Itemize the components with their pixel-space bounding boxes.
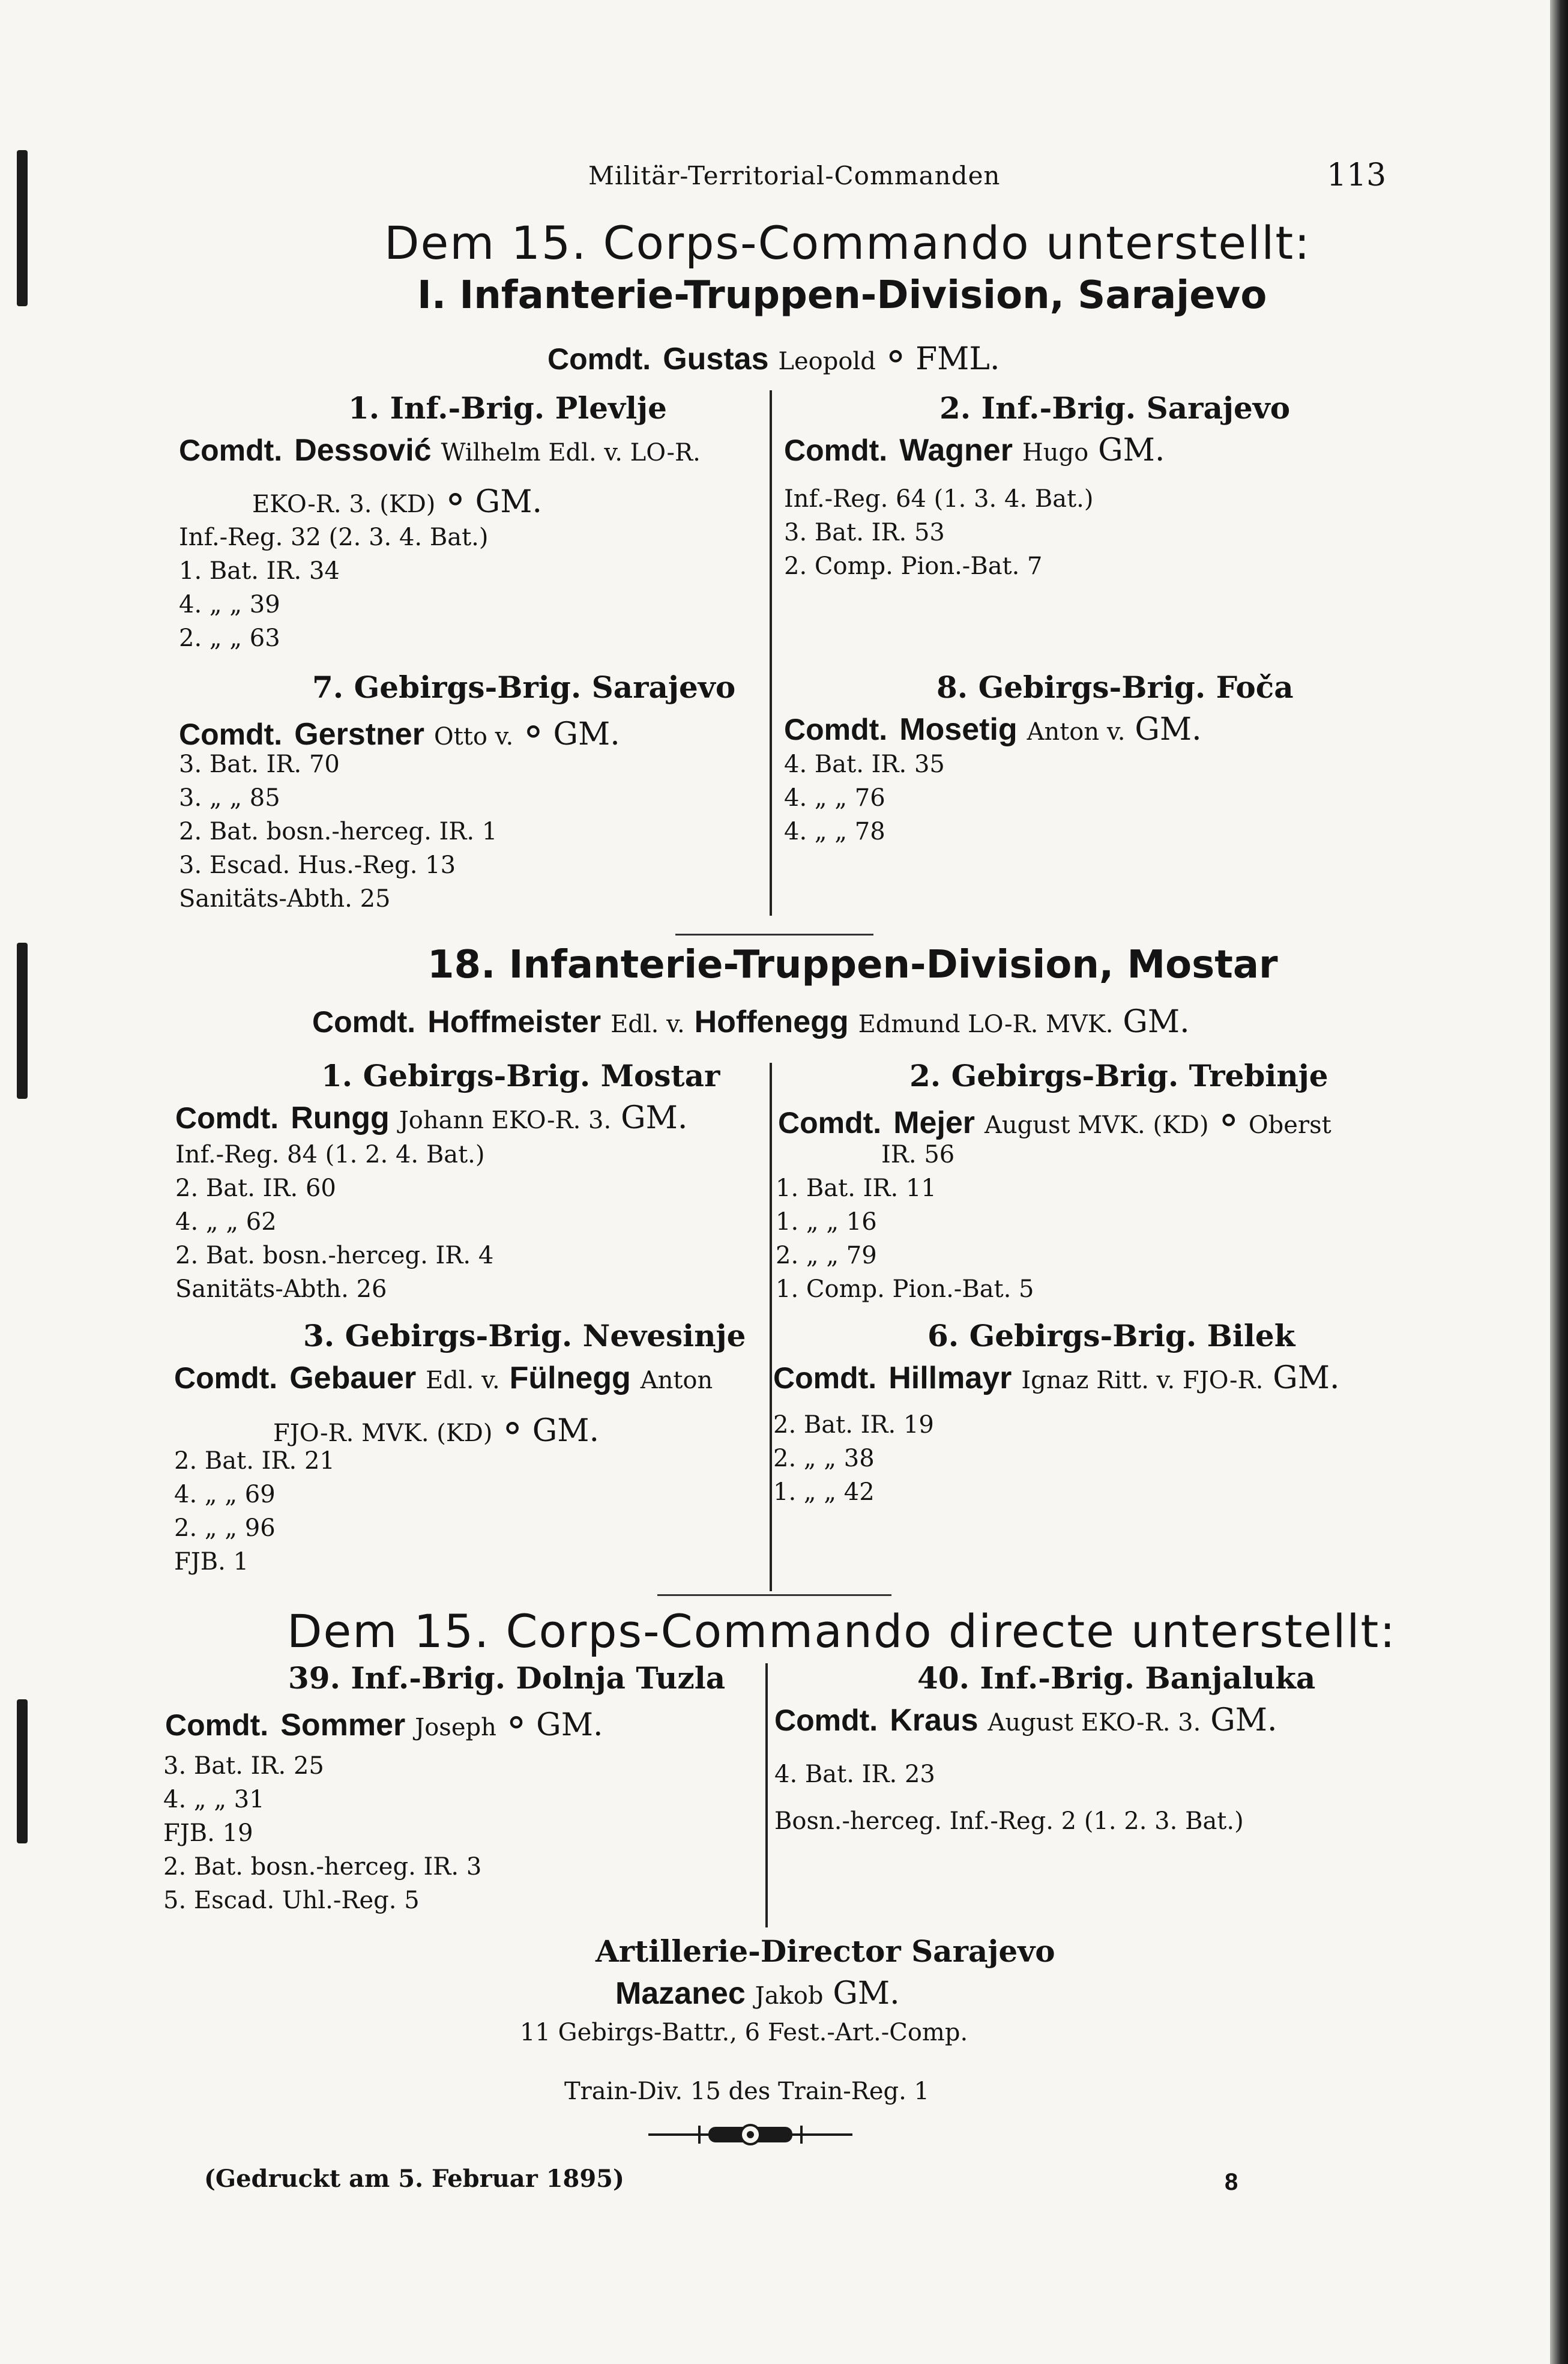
commander-name: Gustas xyxy=(663,342,769,376)
unit-line: 4. „ „ 76 xyxy=(784,784,885,812)
unit-line: Inf.-Reg. 64 (1. 3. 4. Bat.) xyxy=(784,485,1094,513)
commander-line2: EKO-R. 3. (KD) ⚬ GM. xyxy=(252,479,542,521)
brigade-commander: Comdt. Dessović Wilhelm Edl. v. LO-R. xyxy=(179,433,701,468)
division-title: I. Infanterie-Truppen-Division, Sarajevo xyxy=(417,273,1267,318)
brigade-commander: Comdt. Rungg Johann EKO-R. 3. GM. xyxy=(175,1100,688,1136)
commander-line2: FJO-R. MVK. (KD) ⚬ GM. xyxy=(273,1408,600,1450)
unit-line: 3. Bat. IR. 70 xyxy=(179,751,340,778)
unit-line: 2. Bat. IR. 19 xyxy=(773,1411,934,1439)
artillery-commander: Mazanec Jakob GM. xyxy=(615,1976,900,2012)
comdt-label: Comdt. xyxy=(547,342,651,376)
column-divider xyxy=(770,1063,772,1591)
order-icon: ⚬ xyxy=(880,336,911,378)
unit-line: Sanitäts-Abth. 26 xyxy=(175,1275,387,1303)
unit-line: Bosn.-herceg. Inf.-Reg. 2 (1. 2. 3. Bat.) xyxy=(774,1807,1244,1835)
unit-line: 1. Bat. IR. 34 xyxy=(179,557,340,585)
unit-line: 3. Bat. IR. 53 xyxy=(784,519,945,546)
unit-line: 3. Bat. IR. 25 xyxy=(163,1752,324,1780)
unit-line: 4. „ „ 78 xyxy=(784,818,885,845)
unit-line: 2. Bat. IR. 21 xyxy=(174,1447,335,1475)
unit-line: 2. Bat. bosn.-herceg. IR. 1 xyxy=(179,818,498,845)
column-divider xyxy=(765,1663,768,1927)
unit-line: 2. Bat. IR. 60 xyxy=(175,1174,336,1202)
unit-line: FJB. 1 xyxy=(174,1548,249,1576)
brigade-title: 1. Gebirgs-Brig. Mostar xyxy=(321,1058,720,1093)
brigade-title: 2. Gebirgs-Brig. Trebinje xyxy=(909,1058,1328,1093)
print-date: (Gedruckt am 5. Februar 1895) xyxy=(204,2165,624,2193)
unit-line: 1. „ „ 16 xyxy=(776,1208,877,1236)
brigade-title: 40. Inf.-Brig. Banjaluka xyxy=(917,1660,1316,1696)
unit-line: 2. Bat. bosn.-herceg. IR. 4 xyxy=(175,1242,494,1269)
brigade-title: 8. Gebirgs-Brig. Foča xyxy=(936,670,1294,705)
unit-line: 4. Bat. IR. 23 xyxy=(774,1761,935,1788)
unit-line: FJB. 19 xyxy=(163,1819,253,1847)
unit-line: 1. „ „ 42 xyxy=(773,1478,875,1506)
brigade-title: 3. Gebirgs-Brig. Nevesinje xyxy=(303,1318,746,1353)
brigade-title: 7. Gebirgs-Brig. Sarajevo xyxy=(312,670,736,705)
unit-line: 4. „ „ 62 xyxy=(175,1208,277,1236)
unit-line: 2. Comp. Pion.-Bat. 7 xyxy=(784,552,1043,580)
binding-mark xyxy=(17,943,28,1099)
train-division: Train-Div. 15 des Train-Reg. 1 xyxy=(564,2078,929,2105)
unit-line: 3. Escad. Hus.-Reg. 13 xyxy=(179,851,456,879)
artillery-units: 11 Gebirgs-Battr., 6 Fest.-Art.-Comp. xyxy=(520,2019,968,2046)
order-icon: ⚬ xyxy=(497,1408,528,1450)
brigade-title: 2. Inf.-Brig. Sarajevo xyxy=(939,390,1291,426)
unit-line: 4. Bat. IR. 35 xyxy=(784,751,945,778)
brigade-commander: Comdt. Kraus August EKO-R. 3. GM. xyxy=(774,1702,1277,1738)
brigade-commander: Comdt. Wagner Hugo GM. xyxy=(784,432,1165,468)
section-heading: Dem 15. Corps-Commando directe unterstellt: xyxy=(287,1604,1396,1658)
division-title: 18. Infanterie-Truppen-Division, Mostar xyxy=(427,943,1278,987)
unit-line: 2. „ „ 79 xyxy=(776,1242,877,1269)
brigade-title: 6. Gebirgs-Brig. Bilek xyxy=(927,1318,1295,1353)
unit-line: 2. „ „ 96 xyxy=(174,1514,276,1542)
division-commander: Comdt. Hoffmeister Edl. v. Hoffenegg Edmund LO-R. MVK. GM. xyxy=(312,1004,1190,1040)
brigade-commander: Comdt. Mosetig Anton v. GM. xyxy=(784,712,1202,748)
running-title: Militär-Territorial-Commanden xyxy=(588,161,1001,190)
rank: FML. xyxy=(915,341,1000,377)
order-icon: ⚬ xyxy=(501,1702,532,1744)
brigade-title: 39. Inf.-Brig. Dolnja Tuzla xyxy=(288,1660,726,1696)
commander-line2: IR. 56 xyxy=(881,1141,955,1168)
unit-line: 2. „ „ 38 xyxy=(773,1445,875,1472)
unit-line: 2. Bat. bosn.-herceg. IR. 3 xyxy=(163,1853,482,1881)
unit-line: Inf.-Reg. 84 (1. 2. 4. Bat.) xyxy=(175,1141,485,1168)
unit-line: 1. Bat. IR. 11 xyxy=(776,1174,936,1202)
ornament-icon xyxy=(648,2120,852,2150)
order-icon: ⚬ xyxy=(1213,1100,1244,1142)
unit-line: 2. „ „ 63 xyxy=(179,624,280,652)
separator xyxy=(675,934,873,936)
brigade-commander: Comdt. Mejer August MVK. (KD) ⚬ Oberst xyxy=(778,1100,1331,1142)
brigade-commander: Comdt. Sommer Joseph ⚬ GM. xyxy=(165,1702,603,1744)
order-icon: ⚬ xyxy=(440,479,471,521)
binding-mark xyxy=(17,150,28,306)
division-commander xyxy=(547,336,1000,378)
unit-line: 4. „ „ 69 xyxy=(174,1481,276,1508)
unit-line: Inf.-Reg. 32 (2. 3. 4. Bat.) xyxy=(179,524,489,551)
binding-mark xyxy=(17,1699,28,1843)
brigade-commander: Comdt. Hillmayr Ignaz Ritt. v. FJO-R. GM. xyxy=(773,1360,1340,1396)
unit-line: 4. „ „ 31 xyxy=(163,1786,265,1813)
unit-line: 4. „ „ 39 xyxy=(179,591,280,618)
page-edge-right xyxy=(1550,0,1568,2364)
order-icon: ⚬ xyxy=(518,712,549,754)
unit-line: 3. „ „ 85 xyxy=(179,784,280,812)
artillery-title: Artillerie-Director Sarajevo xyxy=(596,1933,1055,1969)
unit-line: Sanitäts-Abth. 25 xyxy=(179,885,391,913)
unit-line: 5. Escad. Uhl.-Reg. 5 xyxy=(163,1887,420,1914)
unit-line: 1. Comp. Pion.-Bat. 5 xyxy=(776,1275,1034,1303)
commander-given: Leopold xyxy=(778,348,876,375)
column-divider xyxy=(770,390,772,916)
brigade-commander: Comdt. Gerstner Otto v. ⚬ GM. xyxy=(179,712,620,754)
section-heading: Dem 15. Corps-Commando unterstellt: xyxy=(384,216,1311,270)
brigade-commander: Comdt. Gebauer Edl. v. Fülnegg Anton xyxy=(174,1361,713,1395)
page-number: 113 xyxy=(1327,157,1387,193)
separator xyxy=(657,1594,891,1596)
signature-number: 8 xyxy=(1225,2169,1238,2195)
brigade-title: 1. Inf.-Brig. Plevlje xyxy=(348,390,667,426)
